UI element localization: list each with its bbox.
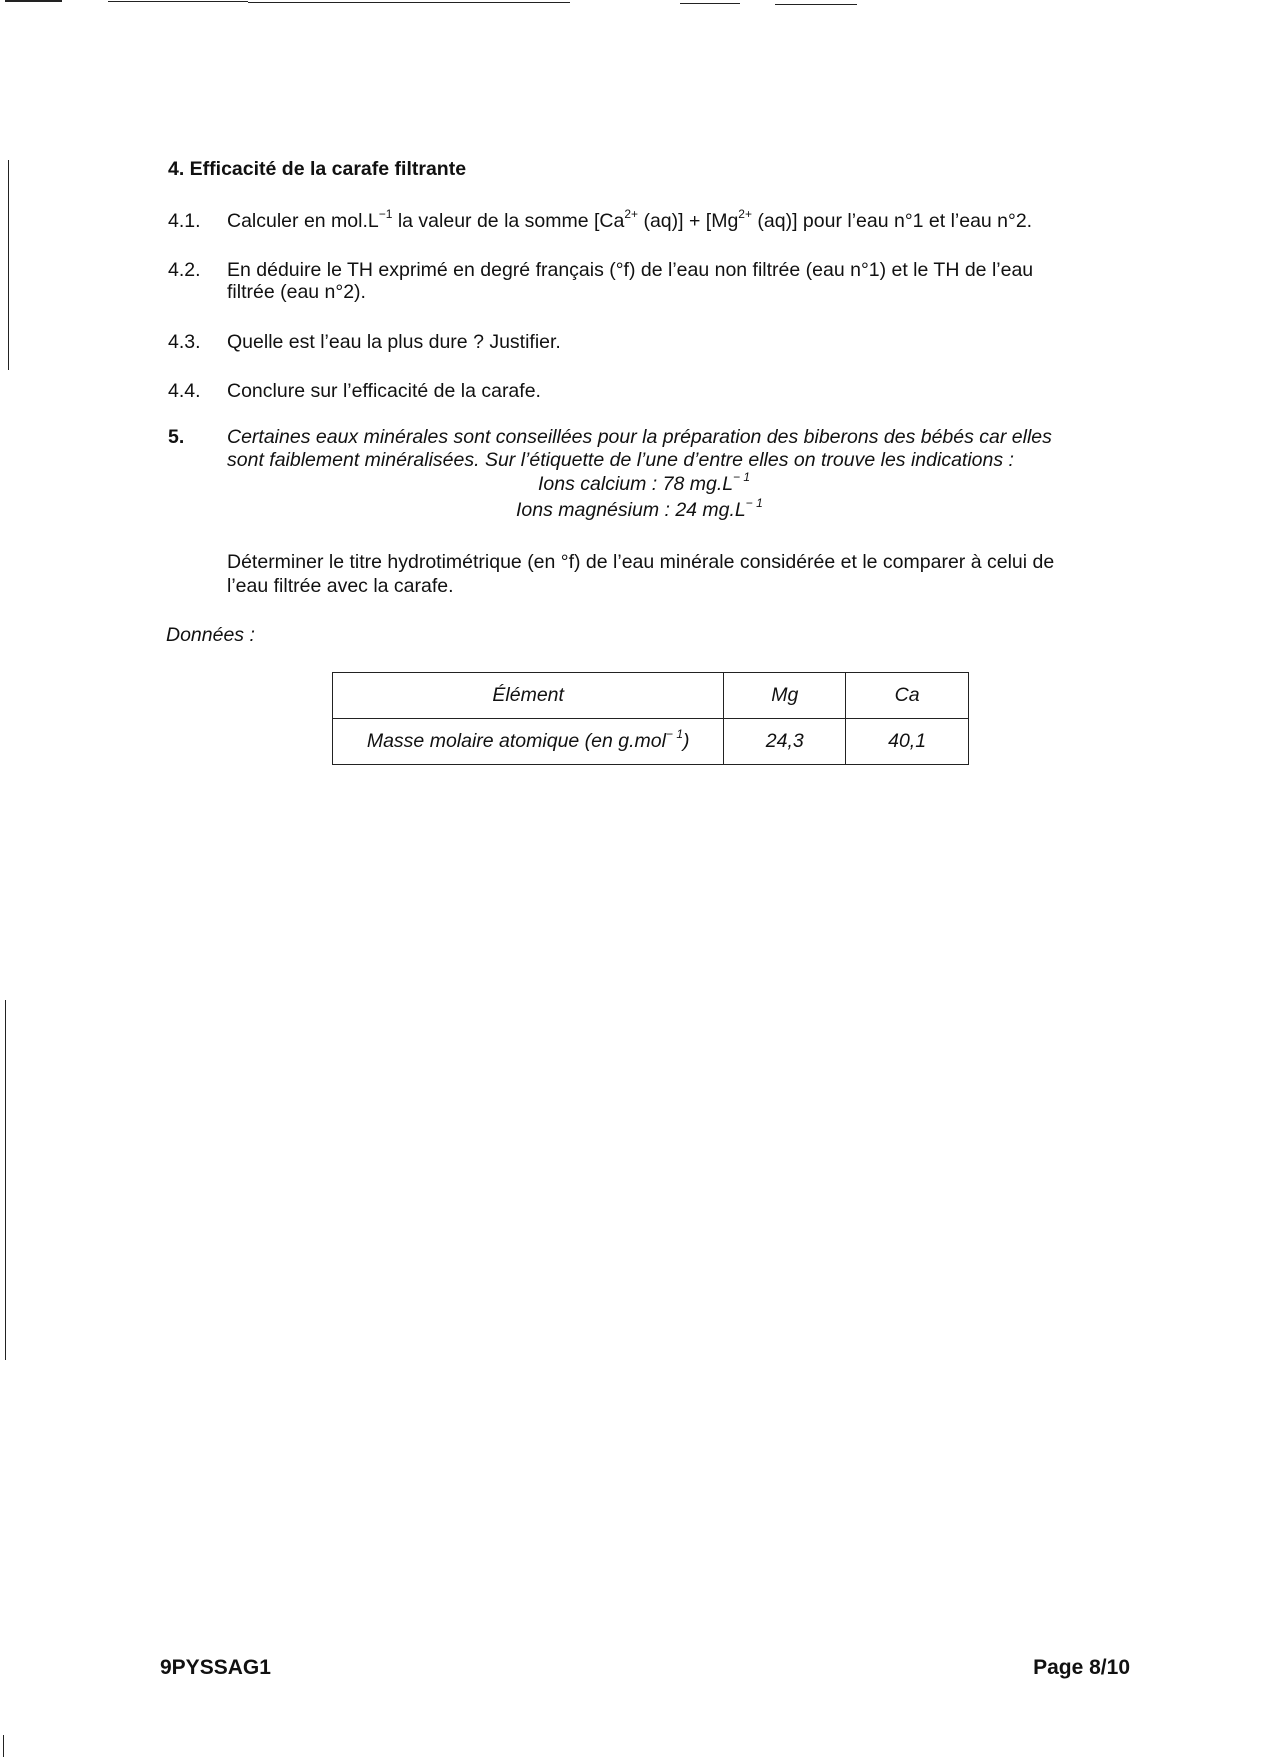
footer-page-number: Page 8/10: [1033, 1656, 1130, 1679]
section-heading-text: 4. Efficacité de la carafe filtrante: [168, 158, 467, 180]
table-header-row: [333, 673, 969, 719]
table-header-cell: Élément: [333, 673, 724, 719]
molar-mass-table: [332, 672, 969, 765]
table-header-cell: Mg: [724, 673, 846, 719]
question-text: [227, 207, 1033, 233]
section-heading: [168, 158, 466, 181]
question-number: 4.4.: [168, 380, 201, 402]
label-calcium: [538, 470, 751, 496]
superscript: 2+: [738, 207, 752, 221]
scan-artifact-left-margin-2: [5, 1000, 6, 1360]
text-part: (aq)] pour l’eau n°1 et l’eau n°2.: [751, 210, 1033, 232]
question-number: 4.3.: [168, 331, 201, 353]
question-text-line-2: filtrée (eau n°2).: [227, 281, 366, 303]
row-label-text: Masse molaire atomique (en g.mol: [366, 730, 666, 752]
question-number: 5.: [168, 426, 185, 448]
row-label-close: ): [683, 730, 690, 752]
superscript: − 1: [745, 496, 763, 510]
table-row: [333, 719, 969, 765]
question-text-line-2: sont faiblement minéralisées. Sur l’étiquette de l’une d’entre elles on trouve les indications :: [227, 449, 1014, 471]
superscript: − 1: [665, 727, 683, 741]
label-magnesium: [516, 496, 763, 522]
question-number: 4.1.: [168, 210, 201, 232]
question-text-line-1: Certaines eaux minérales sont conseillées pour la préparation des biberons des bébés car elles: [227, 426, 1052, 448]
scan-artifact-top-3: [680, 3, 740, 4]
data-label: Données :: [166, 624, 255, 646]
task-line-1: Déterminer le titre hydrotimétrique (en °f) de l’eau minérale considérée et le comparer à celui de: [227, 551, 1055, 573]
scan-artifact-top-1: [108, 1, 248, 2]
superscript: 2+: [624, 207, 639, 221]
text-part: (aq)] + [Mg: [638, 210, 739, 232]
table-row-label: [333, 719, 724, 765]
scan-artifact-top-4: [775, 4, 857, 5]
task-line-2: l’eau filtrée avec la carafe.: [227, 575, 454, 597]
scan-artifact-left-margin-1: [8, 160, 9, 370]
label-magnesium-text: Ions magnésium : 24 mg.L: [516, 499, 746, 521]
footer-code: 9PYSSAG1: [160, 1656, 271, 1679]
table-cell-mg: 24,3: [724, 719, 846, 765]
scan-artifact-top-2: [248, 2, 570, 3]
label-calcium-text: Ions calcium : 78 mg.L: [538, 473, 734, 495]
superscript: −1: [378, 207, 393, 221]
table-header-cell: Ca: [846, 673, 969, 719]
scan-artifact-top-left: [5, 0, 62, 2]
superscript: − 1: [733, 470, 751, 484]
question-text-line-1: En déduire le TH exprimé en degré français (°f) de l’eau non filtrée (eau n°1) et le TH de l’eau: [227, 259, 1034, 281]
question-number: 4.2.: [168, 259, 201, 281]
scan-artifact-left-margin-3: [3, 1735, 4, 1757]
text-part: la valeur de la somme [Ca: [392, 210, 625, 232]
text-part: Calculer en mol.L: [227, 210, 379, 232]
table-cell-ca: 40,1: [846, 719, 969, 765]
question-text: Conclure sur l’efficacité de la carafe.: [227, 380, 541, 402]
question-text: Quelle est l’eau la plus dure ? Justifier.: [227, 331, 561, 353]
